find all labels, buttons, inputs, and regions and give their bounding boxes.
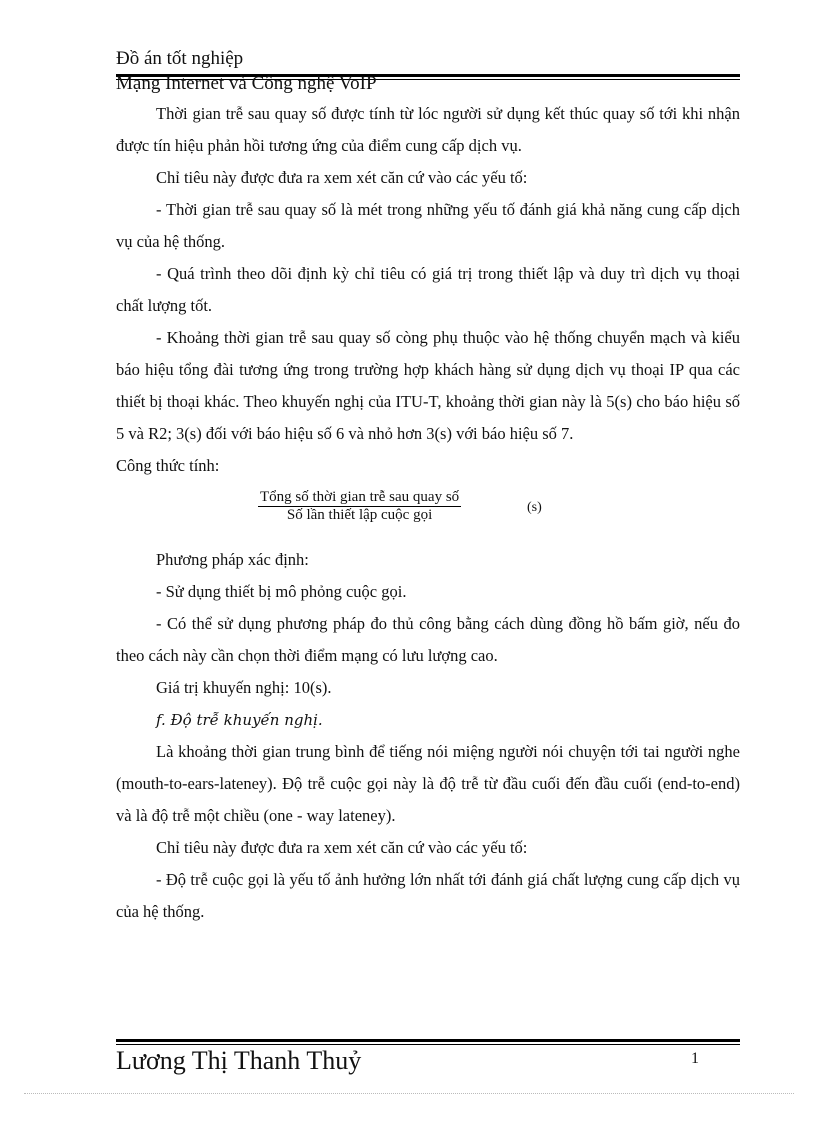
page-bottom-dotted-line <box>24 1093 794 1094</box>
paragraph-method-label: Phương pháp xác định: <box>156 550 309 569</box>
paragraph-criterion-1: - Thời gian trễ sau quay số là mét trong những yếu tố đánh giá khả năng cung cấp dịch vụ của hệ thống. <box>116 200 740 251</box>
footer-page-number: 1 <box>691 1050 699 1067</box>
document-body <box>116 98 740 928</box>
paragraph-criteria-intro: Chỉ tiêu này được đưa ra xem xét căn cứ vào các yếu tố: <box>156 168 528 187</box>
paragraph-delay-criterion-1: - Độ trễ cuộc gọi là yếu tố ảnh hưởng lớn nhất tới đánh giá chất lượng cung cấp dịch vụ của hệ thống. <box>116 870 740 921</box>
paragraph-method-1: - Sử dụng thiết bị mô phỏng cuộc gọi. <box>156 582 407 601</box>
footer-rule-thick <box>116 1039 740 1042</box>
formula-unit: (s) <box>527 500 542 515</box>
paragraph-dial-delay-definition: Thời gian trễ sau quay số được tính từ lóc người sử dụng kết thúc quay số tới khi nhận được tín hiệu phản hồi tương ứng của điểm cung cấp dịch vụ. <box>116 104 740 155</box>
footer-rule-thin <box>116 1044 740 1045</box>
section-heading-recommended-delay: f. Độ trễ khuyến nghị. <box>156 711 323 729</box>
paragraph-criteria-intro-2: Chỉ tiêu này được đưa ra xem xét căn cứ vào các yếu tố: <box>156 838 528 857</box>
paragraph-recommended-value: Giá trị khuyến nghị: 10(s). <box>156 678 332 697</box>
paragraph-formula-label: Công thức tính: <box>116 456 220 475</box>
footer-author: Lương Thị Thanh Thuỷ <box>116 1046 362 1075</box>
header-document-type: Đồ án tốt nghiệp <box>116 48 244 69</box>
formula <box>116 482 740 544</box>
paragraph-criterion-2: - Quá trình theo dõi định kỳ chỉ tiêu có giá trị trong thiết lập và duy trì dịch vụ thoại chất lượng tốt. <box>116 264 740 315</box>
paragraph-method-2: - Có thể sử dụng phương pháp đo thủ công bằng cách dùng đồng hồ bấm giờ, nếu đo theo cách này cần chọn thời điểm mạng có lưu lượng cao. <box>116 614 740 665</box>
formula-denominator: Số lần thiết lập cuộc gọi <box>286 507 433 523</box>
formula-fraction <box>258 490 461 523</box>
header-subject: Mạng Internet và Công nghệ VoIP <box>116 73 377 94</box>
paragraph-criterion-3: - Khoảng thời gian trễ sau quay số còng phụ thuộc vào hệ thống chuyển mạch và kiểu báo hiệu tổng đài tương ứng trong trường hợp khách hàng sử dụng dịch vụ thoại IP qua các thiết bị thoại khác. Theo khuyến nghị của ITU-T, khoảng thời gian này là 5(s) cho báo hiệu số 5 và R2; 3(s) đối với báo hiệu số 6 và nhỏ hơn 3(s) với báo hiệu số 7. <box>116 328 740 443</box>
formula-numerator: Tổng số thời gian trễ sau quay số <box>260 489 460 505</box>
paragraph-delay-definition: Là khoảng thời gian trung bình để tiếng nói miệng người nói chuyện tới tai người nghe (mouth-to-ears-lateney). Độ trễ cuộc gọi này là độ trễ từ đầu cuối đến đầu cuối (end-to-end) và là độ trễ một chiều (one - way lateney). <box>116 742 740 825</box>
